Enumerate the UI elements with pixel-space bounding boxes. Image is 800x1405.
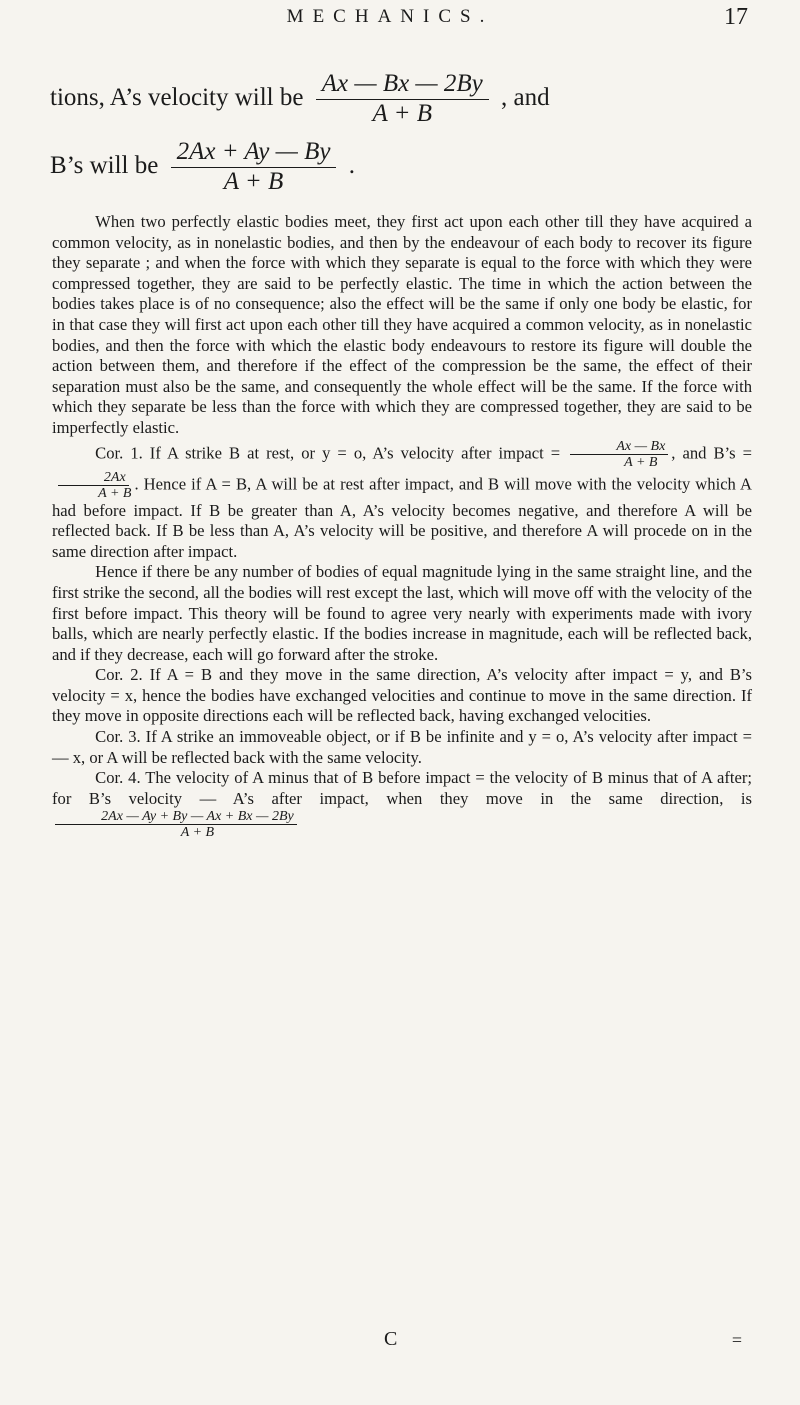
corollary-1-fraction-2-numerator: 2Ax	[58, 470, 129, 486]
paragraph-elastic-bodies: When two perfectly elastic bodies meet, they first act upon each other till they have acquired a common velocity, as in nonelastic bodies, and then by the endeavour of each body to recover its figure they separate ; and when the force with which they separate is equal to the force with which they were compressed together, they are said to be perfectly elastic. The time in which the action between the bodies takes place is of no consequence; also the effect will be the same if only one body be elastic, for in that case they will first act upon each other till they have acquired a common velocity, as in nonelastic bodies, and then the force with which the elastic body endeavours to restore its figure will double the action between them, and therefore if the effect of the compression be the same, the effect of their separation must also be the same, and consequently the whole effect will be the same. If the force with which they separate be less than the force with which they are compressed together, they are said to be imperfectly elastic.	[52, 212, 752, 437]
equation-a-suffix: , and	[501, 83, 550, 111]
paragraph-equal-bodies: Hence if there be any number of bodies of equal magnitude lying in the same straight line, and the first strike the second, all the bodies will rest except the last, which will move off with the velocity of the first before impact. This theory will be found to agree very nearly with experiments made with ivory balls, which are nearly perfectly elastic. If the bodies increase in magnitude, each will be reflected back, and if they decrease, each will go forward after the stroke.	[52, 562, 752, 664]
equation-a-velocity	[50, 70, 550, 129]
margin-mark: =	[731, 1330, 742, 1350]
equation-b-prefix: B’s will be	[50, 151, 159, 179]
equation-a-fraction	[316, 70, 489, 129]
equation-b-velocity	[50, 138, 355, 197]
body-text	[52, 212, 752, 840]
corollary-1-text-c: . Hence if A = B, A will be at rest after impact, and B will move with the velocity which A had before impact. If B be greater than A, A’s velocity becomes negative, and therefore A will be reflected back. If B be less than A, A’s velocity will be positive, and therefore A will procede on in the same direction after impact.	[52, 473, 752, 561]
page-number: 17	[724, 4, 748, 30]
running-head: MECHANICS.	[286, 6, 494, 27]
corollary-4-fraction-numerator: 2Ax — Ay + By — Ax + Bx — 2By	[55, 809, 297, 825]
corollary-4-fraction	[55, 809, 297, 840]
equation-a-numerator: Ax — Bx — 2By	[316, 70, 489, 100]
corollary-1-text-b: , and B’s =	[671, 442, 753, 462]
corollary-1-text-a: Cor. 1. If A strike B at rest, or y = o, A’s velocity after impact =	[95, 442, 561, 462]
corollary-4-text: Cor. 4. The velocity of A minus that of B before impact = the velocity of B minus that of A after; for B’s velocity — A’s after impact, when they move in the same direction, is	[52, 768, 752, 808]
corollary-1-fraction-2	[55, 470, 131, 501]
corollary-4-fraction-denominator: A + B	[180, 825, 215, 841]
signature-mark: C	[384, 1328, 398, 1350]
equation-a-denominator: A + B	[372, 99, 432, 127]
paragraph-corollary-4	[52, 768, 752, 840]
equation-b-denominator: A + B	[223, 167, 284, 195]
corollary-1-fraction-1-denominator: A + B	[624, 454, 658, 470]
paragraph-corollary-1	[52, 439, 752, 563]
page-header	[0, 6, 800, 42]
equation-a-prefix: tions, A’s velocity will be	[50, 83, 304, 111]
equation-b-fraction	[171, 138, 337, 197]
paragraph-corollary-2: Cor. 2. If A = B and they move in the same direction, A’s velocity after impact = y, and B’s velocity = x, hence the bodies have exchanged velocities and continue to move in the same direction. If they move in opposite directions each will be reflected back, having exchanged velocities.	[52, 665, 752, 726]
corollary-1-fraction-1	[570, 439, 668, 470]
corollary-1-fraction-2-denominator: A + B	[98, 485, 132, 501]
equation-b-suffix: .	[348, 151, 355, 179]
paragraph-corollary-3: Cor. 3. If A strike an immoveable object, or if B be infinite and y = o, A’s velocity after impact = — x, or A will be reflected back with the same velocity.	[52, 727, 752, 767]
corollary-1-fraction-1-numerator: Ax — Bx	[570, 439, 668, 455]
equation-b-numerator: 2Ax + Ay — By	[171, 138, 337, 168]
